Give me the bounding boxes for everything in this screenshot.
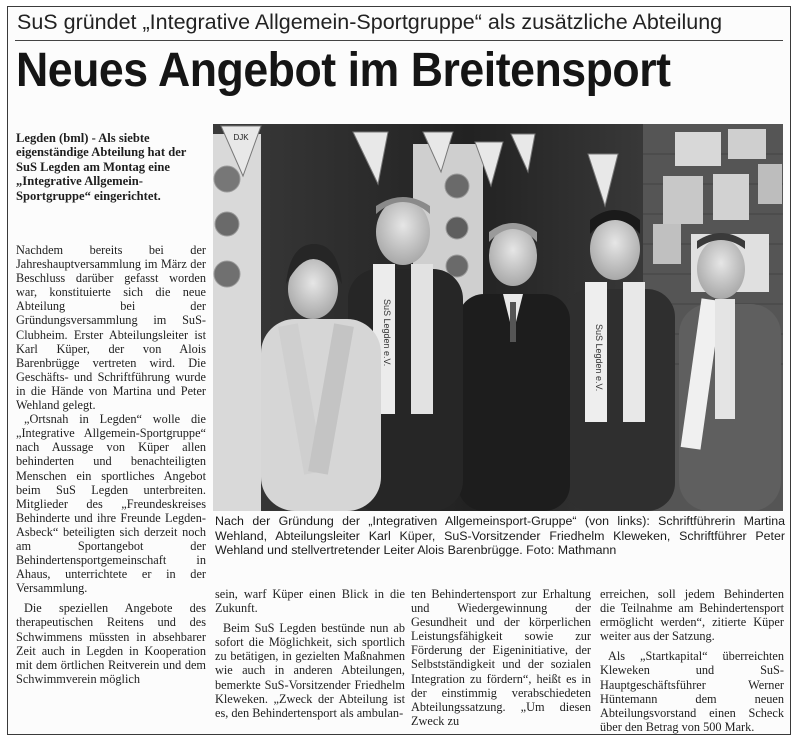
paragraph: sein, warf Küper einen Blick in die Zukunft. <box>215 587 405 616</box>
newspaper-clipping <box>7 6 791 735</box>
kicker-rule <box>15 40 783 41</box>
paragraph: Die speziellen Angebote des therapeutischen Reitens und des Schwimmens müssten in absehbarer Zeit auch in Legden in Kooperation mit dem örtlichen Reitverein und dem Schwimmverein möglich <box>16 601 206 686</box>
paragraph: „Ortsnah in Legden“ wolle die „Integrative Allgemein-Sportgruppe“ nach Aussage von Küper allen behinderten und benachteiligten Menschen ein sportliches Angebot beim SuS Legden unterbreiten. Mitglieder des „Freundeskreises Behinderte und ihre Freunde Legden-Asbeck“ beteiligten sich derzeit noch am Sportangebot der Behindertensportgemeinschaft in Ahaus, unterrichtete er in der Versammlung. <box>16 412 206 596</box>
article-column-2 <box>215 587 405 720</box>
paragraph: ten Behindertensport zur Erhaltung und Wiedergewinnung der Gesundheit und der körperlichen Leistungsfähigkeit sowie zur Förderung der Eigeninitiative, der Selbstständigkeit und der sozialen Integration zu fördern“, heißt es in der einstimmig verabschiedeten Abteilungssatzung. „Um diesen Zweck zu <box>411 587 591 728</box>
article-kicker: SuS gründet „Integrative Allgemein-Sportgruppe“ als zusätzliche Abteilung <box>17 10 723 34</box>
article-column-1 <box>16 243 206 686</box>
article-column-4 <box>600 587 784 734</box>
article-intro: Legden (bml) - Als siebte eigenständige Abteilung hat der SuS Legden am Montag eine „Integrative Allgemein-Sportgruppe“ eingerichtet. <box>16 131 187 203</box>
pennant-label: DJK <box>233 133 249 142</box>
article-column-3 <box>411 587 591 728</box>
photo-caption: Nach der Gründung der „Integrativen Allgemeinsport-Gruppe“ (von links): Schriftführerin Martina Wehland, Abteilungsleiter Karl Küper, SuS-Vorsitzender Friedhelm Kleweken, Schriftführer Peter Wehland und stellvertretender Leiter Alois Barenbrügge. Foto: Mathmann <box>215 514 785 558</box>
paragraph: erreichen, soll jedem Behinderten die Teilnahme am Behindertensport ermöglicht werden“, zitierte Küper weiter aus der Satzung. <box>600 587 784 644</box>
group-photo <box>213 124 783 511</box>
scarf-label: SuS Legden e.V. <box>382 299 392 367</box>
scarf-label: SuS Legden e.V. <box>594 324 604 392</box>
article-headline: Neues Angebot im Breitensport <box>16 44 671 97</box>
paragraph: Beim SuS Legden bestünde nun ab sofort die Möglichkeit, sich sportlich zu betätigen, in gezielten Maßnahmen wie auch in anderen Abteilungen, bemerkte SuS-Vorsitzender Friedhelm Kleweken. „Zweck der Abteilung ist es, den Behindertensport als ambulan- <box>215 621 405 720</box>
paragraph: Als „Startkapital“ überreichten Kleweken und SuS-Hauptgeschäftsführer Werner Hüntemann dem neuen Abteilungsvorstand einen Scheck über den Betrag von 500 Mark. <box>600 649 784 734</box>
paragraph: Nachdem bereits bei der Jahreshauptversammlung im März der Beschluss darüber gefasst worden war, konstituierte sich die neue Abteilung bei der Gründungsversammlung im SuS-Clubheim. Erster Abteilungsleiter ist Karl Küper, der von Alois Barenbrügge vertreten wird. Die Geschäfts- und Schriftführung wurde in die Hände von Martina und Peter Wehland gelegt. <box>16 243 206 413</box>
